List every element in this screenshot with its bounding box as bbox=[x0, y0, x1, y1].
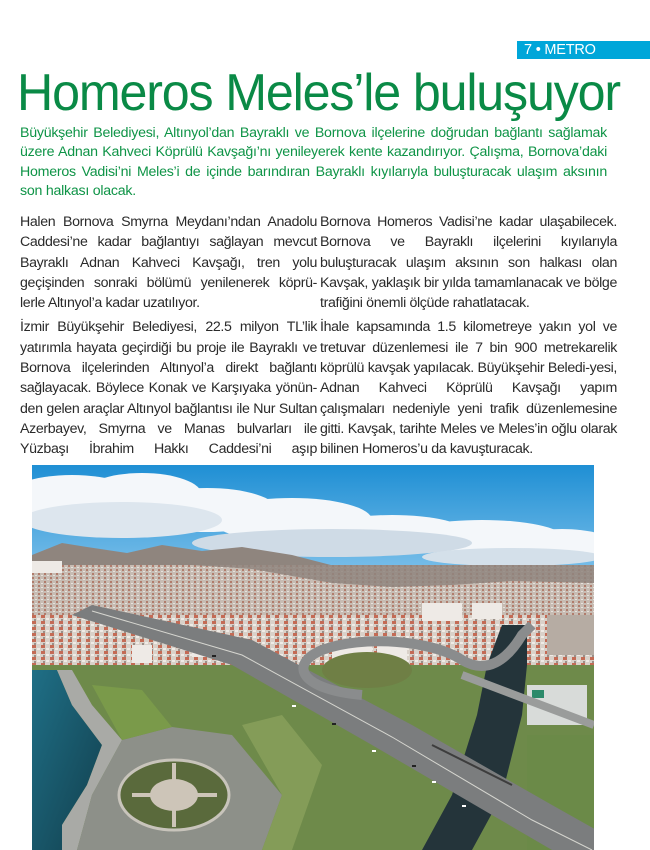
article-title: Homeros Meles’le buluşuyor bbox=[17, 64, 620, 122]
section-tag: 7 • METRO bbox=[517, 41, 650, 59]
body-column-left bbox=[20, 212, 317, 464]
aerial-photo bbox=[32, 465, 594, 850]
body-paragraph: Bornova Homeros Vadisi’ne kadar ulaşabilecek. Bornova ve Bayraklı ilçelerini kıyılarıyla buluşturacak ulaşım aksının son halkası olan Kavşak, yaklaşık bir yılda tamamlanacak ve bölge trafiğini önemli ölçüde rahatlatacak. bbox=[320, 214, 617, 312]
article-lead: Büyükşehir Belediyesi, Altınyol’dan Bayraklı ve Bornova ilçelerine doğrudan bağlantı sağlamak üzere Adnan Kahveci Köprülü Kavşağı’nı yenileyerek kente kazandırıyor. Çalışma, Bornova’daki Homeros Vadisi’ni Meles’i de içinde barındıran Bayraklı kıyılarıyla buluşturacak ulaşım aksının son halkası olacak. bbox=[20, 125, 607, 200]
body-paragraph: İhale kapsamında 1.5 kilometreye yakın yol ve tretuvar düzenlemesi ile 7 bin 900 metrekarelik köprülü kavşak yapılacak. Büyükşehir Beledi-yesi, Adnan Kahveci Köprülü Kavşağı yapım çalışmaları nedeniyle yeni trafik düzenlemesine gitti. Kavşak, tarihte Meles ve Meles’in oğlu olarak bilinen Homeros’u da kavuşturacak. bbox=[320, 319, 617, 458]
body-column-right bbox=[320, 212, 617, 464]
body-paragraph: İzmir Büyükşehir Belediyesi, 22.5 milyon TL’lik yatırımla hayata geçirdiği bu proje ile Bayraklı ve Bornova ilçelerinden Altınyol’a direkt bağlantı sağlayacak. Böylece Konak ve Karşıyaka yönün-den gelen araçlar Altınyol bağlantısı ile Nur Sultan Azerbayev, Smyrna ve Manas bulvarları ile Yüzbaşı İbrahim Hakkı Caddesi’ni aşıp bbox=[20, 319, 317, 458]
body-paragraph: Halen Bornova Smyrna Meydanı’ndan Anadolu Caddesi’ne kadar bağlantıyı sağlayan mevcut Bayraklı Adnan Kahveci Kavşağı, tren yolu geçişinden sonraki bölümü yenilenerek köprü-lerle Altınyol’a kadar uzatılıyor. bbox=[20, 214, 317, 312]
